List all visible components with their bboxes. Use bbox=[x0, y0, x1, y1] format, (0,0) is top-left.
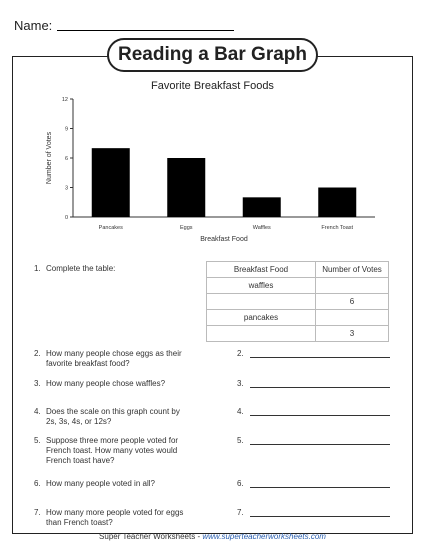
answer-number: 5. bbox=[237, 436, 244, 445]
y-tick-label: 6 bbox=[64, 156, 68, 162]
table-row bbox=[207, 278, 389, 294]
table-cell-input[interactable] bbox=[207, 326, 316, 342]
votes-table bbox=[206, 261, 389, 342]
table-cell-input[interactable] bbox=[316, 310, 389, 326]
table-cell: pancakes bbox=[207, 310, 316, 326]
answer-number: 7. bbox=[237, 508, 244, 517]
y-tick-label: 3 bbox=[64, 185, 68, 192]
table-cell: waffles bbox=[207, 278, 316, 294]
table-header-votes: Number of Votes bbox=[316, 262, 389, 278]
question-1-number: 1. bbox=[34, 264, 41, 273]
y-axis-title: Number of Votes bbox=[46, 131, 53, 185]
question-text bbox=[46, 379, 226, 389]
question-number: 4. bbox=[34, 407, 41, 416]
answer-number: 4. bbox=[237, 407, 244, 416]
x-tick-label: Eggs bbox=[179, 225, 193, 231]
answer-line[interactable] bbox=[250, 415, 390, 416]
question-line: How many more people voted for eggs bbox=[46, 508, 184, 517]
table-cell-input[interactable] bbox=[316, 278, 389, 294]
bar-chart bbox=[0, 90, 425, 250]
question-line: favorite breakfast food? bbox=[46, 359, 130, 368]
answer-line[interactable] bbox=[250, 387, 390, 388]
answer-line[interactable] bbox=[250, 516, 390, 517]
bar-waffles bbox=[243, 197, 281, 217]
answer-number: 2. bbox=[237, 349, 244, 358]
question-line: 2s, 3s, 4s, or 12s? bbox=[46, 417, 112, 426]
bar-pancakes bbox=[92, 148, 130, 217]
y-tick-label: 9 bbox=[64, 126, 68, 133]
bar-french-toast bbox=[318, 188, 356, 218]
answer-line[interactable] bbox=[250, 357, 390, 358]
question-text bbox=[46, 479, 226, 489]
y-tick-label: 0 bbox=[64, 215, 68, 221]
question-number: 6. bbox=[34, 479, 41, 488]
x-tick-label: Pancakes bbox=[98, 225, 123, 231]
answer-line[interactable] bbox=[250, 487, 390, 488]
bar-eggs bbox=[167, 158, 205, 217]
question-line: French toast have? bbox=[46, 456, 115, 465]
question-number: 2. bbox=[34, 349, 41, 358]
question-number: 5. bbox=[34, 436, 41, 445]
table-row bbox=[207, 326, 389, 342]
footer bbox=[0, 532, 425, 541]
question-text bbox=[46, 349, 226, 369]
table-row bbox=[207, 310, 389, 326]
x-axis-title: Breakfast Food bbox=[200, 236, 248, 243]
chart-title: Favorite Breakfast Foods bbox=[151, 80, 274, 92]
name-label: Name: bbox=[14, 18, 53, 33]
x-tick-label: Waffles bbox=[252, 225, 271, 231]
table-cell: 6 bbox=[316, 294, 389, 310]
footer-text: Super Teacher Worksheets - bbox=[99, 532, 203, 541]
x-tick-label: French Toast bbox=[321, 225, 354, 231]
question-text bbox=[46, 407, 226, 427]
question-line: French toast. How many votes would bbox=[46, 446, 178, 455]
table-cell: 3 bbox=[316, 326, 389, 342]
answer-number: 6. bbox=[237, 479, 244, 488]
question-number: 3. bbox=[34, 379, 41, 388]
worksheet-title: Reading a Bar Graph bbox=[107, 38, 318, 72]
name-line[interactable] bbox=[57, 30, 234, 31]
question-line: than French toast? bbox=[46, 518, 113, 527]
question-text bbox=[46, 436, 226, 466]
table-row bbox=[207, 294, 389, 310]
table-header-food: Breakfast Food bbox=[207, 262, 316, 278]
question-line: How many people chose waffles? bbox=[46, 379, 166, 388]
table-cell-input[interactable] bbox=[207, 294, 316, 310]
question-line: Suppose three more people voted for bbox=[46, 436, 179, 445]
question-number: 7. bbox=[34, 508, 41, 517]
question-line: How many people voted in all? bbox=[46, 479, 155, 488]
question-line: How many people chose eggs as their bbox=[46, 349, 182, 358]
question-1-text: Complete the table: bbox=[46, 264, 116, 273]
answer-number: 3. bbox=[237, 379, 244, 388]
footer-link[interactable]: www.superteacherworksheets.com bbox=[202, 532, 326, 541]
answer-line[interactable] bbox=[250, 444, 390, 445]
question-text bbox=[46, 508, 226, 528]
y-tick-label: 12 bbox=[61, 97, 68, 103]
question-line: Does the scale on this graph count by bbox=[46, 407, 180, 416]
